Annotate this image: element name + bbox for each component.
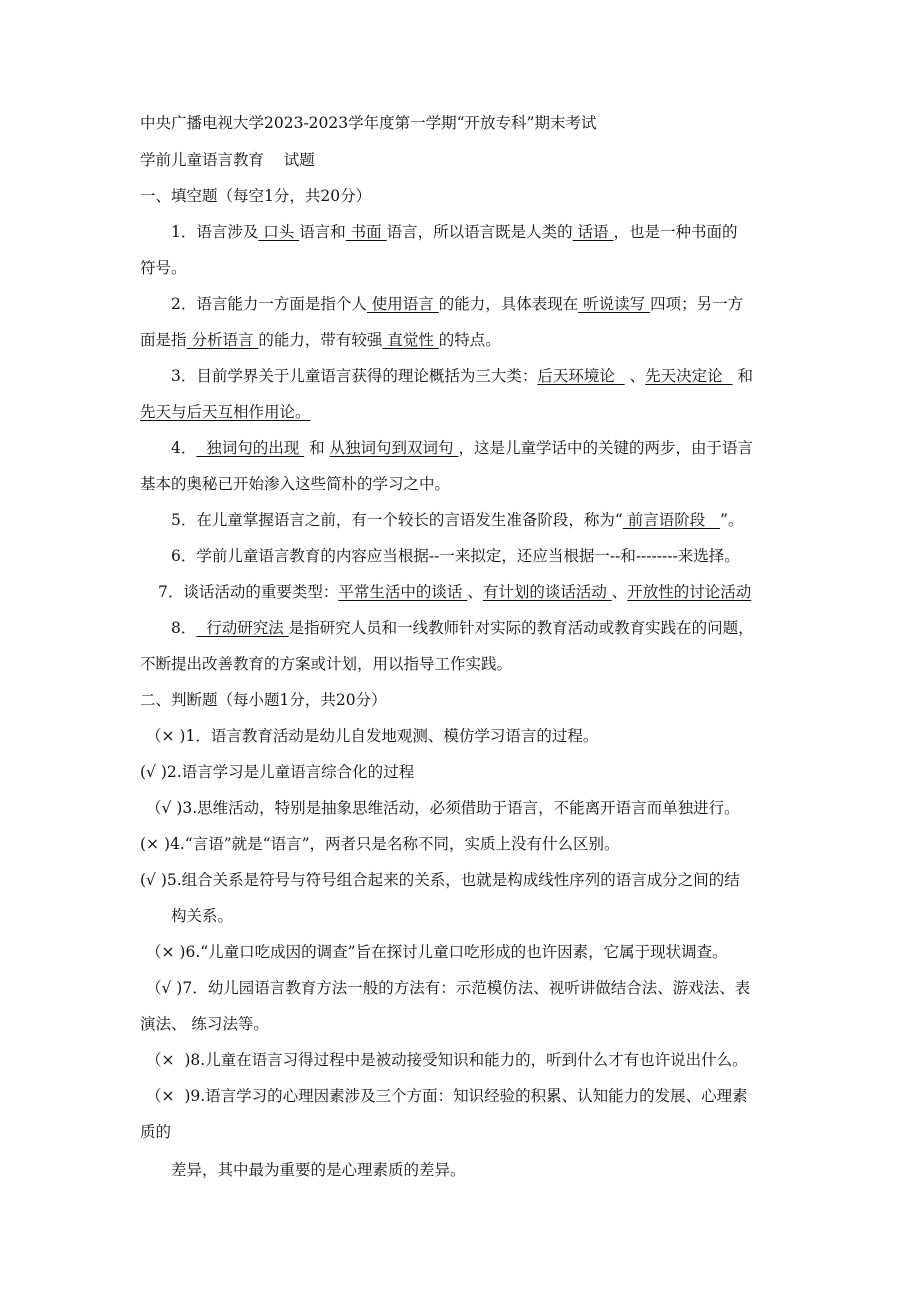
fill-question-3: [171, 366, 753, 386]
answer-blank: 分析语言: [186, 331, 259, 349]
judge-item: （× )1．语言教育活动是幼儿自发地观测、模仿学习语言的过程。: [146, 727, 599, 745]
question-text: 的特点。: [438, 331, 501, 349]
exam-title: 中央广播电视大学2023-2023学年度第一学期“开放专科”期末考试: [140, 114, 597, 132]
question-text: ，这是儿童学话中的关键的两步，由于语言: [458, 439, 753, 457]
judge-section-heading: 二、判断题（每小题1分，共20分）: [140, 691, 387, 709]
question-text: 、: [624, 367, 646, 385]
fill-question-8-cont: 不断提出改善教育的方案或计划，用以指导工作实践。: [140, 655, 513, 673]
question-text: 、: [467, 583, 483, 601]
judge-item: （× )9.语言学习的心理因素涉及三个方面：知识经验的积累、认知能力的发展、心理素: [146, 1087, 748, 1105]
judge-item: (× )4.“言语”就是“语言”，两者只是名称不同，实质上没有什么区别。: [140, 835, 620, 853]
question-text: 的能力，具体表现在: [438, 295, 579, 313]
question-text: ”。: [720, 511, 744, 529]
question-text: 面是指: [140, 331, 187, 349]
judge-item: （√ )7．幼儿园语言教育方法一般的方法有：示范模仿法、视听讲做结合法、游戏法、表: [146, 979, 751, 997]
course-title: 学前儿童语言教育 试题: [140, 151, 315, 169]
answer-blank: 从独词句到双词句: [329, 439, 459, 457]
answer-blank: 平常生活中的谈话: [338, 583, 468, 601]
answer-blank: 直觉性: [382, 331, 439, 349]
question-text: 语言，所以语言既是人类的: [386, 223, 573, 241]
fill-question-6: 6．学前儿童语言教育的内容应当根据--一来拟定，还应当根据一--和--------来选择。: [171, 547, 740, 565]
fill-question-4: [171, 438, 753, 458]
answer-blank: 后天环境论: [537, 367, 625, 385]
question-text: 、: [611, 583, 628, 601]
question-text: 2．语言能力一方面是指个人: [171, 295, 367, 313]
answer-blank: 口头: [258, 223, 300, 241]
answer-blank: 有计划的谈话活动: [482, 583, 612, 601]
question-text: 的能力，带有较强: [258, 331, 383, 349]
answer-blank: 开放性的讨论活动: [627, 583, 752, 601]
question-text: 和: [304, 439, 330, 457]
fill-question-1-cont: 符号。: [140, 259, 187, 277]
judge-item-cont: 演法、 练习法等。: [140, 1015, 269, 1033]
judge-item: （× )6.“儿童口吃成因的调查”旨在探讨儿童口吃形成的也许因素，它属于现状调查。: [146, 943, 728, 961]
question-text: 和: [732, 367, 753, 385]
fill-question-5: [171, 510, 743, 530]
judge-item-cont: 差异，其中最为重要的是心理素质的差异。: [171, 1161, 466, 1179]
answer-blank: 行动研究法: [196, 619, 289, 637]
answer-blank: 先天与后天互相作用论。: [140, 403, 311, 421]
fill-section-heading: 一、填空题（每空1分，共20分）: [140, 187, 372, 205]
fill-question-4-cont: 基本的奥秘已开始渗入这些简朴的学习之中。: [140, 475, 451, 493]
question-text: ，也是一种书面的: [613, 223, 738, 241]
question-text: 8．: [171, 619, 197, 637]
answer-blank: 话语: [572, 223, 614, 241]
question-text: 是指研究人员和一线教师针对实际的教育活动或教育实践在的问题，: [288, 619, 754, 637]
question-text: 四项；另一方: [650, 295, 744, 313]
fill-question-2-cont: [140, 330, 501, 350]
answer-blank: 听说读写: [578, 295, 651, 313]
answer-blank: 书面: [345, 223, 387, 241]
judge-item-cont: 构关系。: [171, 907, 234, 925]
answer-blank: 使用语言: [366, 295, 439, 313]
judge-item: (√ )5.组合关系是符号与符号组合起来的关系，也就是构成线性序列的语言成分之间的结: [140, 871, 740, 889]
fill-question-8: [171, 618, 754, 638]
fill-question-3-cont: [140, 402, 311, 422]
question-text: 7．谈话活动的重要类型：: [158, 583, 339, 601]
fill-question-2: [171, 294, 743, 314]
question-text: 5．在儿童掌握语言之前，有一个较长的言语发生准备阶段，称为“: [171, 511, 623, 529]
answer-blank: 前言语阶段: [622, 511, 721, 529]
answer-blank: 独词句的出现: [196, 439, 305, 457]
fill-question-7: [158, 582, 751, 602]
question-text: 3．目前学界关于儿童语言获得的理论概括为三大类：: [171, 367, 538, 385]
question-text: 语言和: [299, 223, 346, 241]
question-text: 4．: [171, 439, 197, 457]
judge-item: (√ )2.语言学习是儿童语言综合化的过程: [140, 763, 415, 781]
fill-question-1: [171, 222, 738, 242]
question-text: 1．语言涉及: [171, 223, 259, 241]
judge-item: （× )8.儿童在语言习得过程中是被动接受知识和能力的，听到什么才有也许说出什么。: [146, 1051, 748, 1069]
answer-blank: 先天决定论: [645, 367, 733, 385]
judge-item: （√ )3.思维活动，特别是抽象思维活动，必须借助于语言，不能离开语言而单独进行。: [146, 799, 740, 817]
judge-item-cont: 质的: [140, 1123, 172, 1141]
